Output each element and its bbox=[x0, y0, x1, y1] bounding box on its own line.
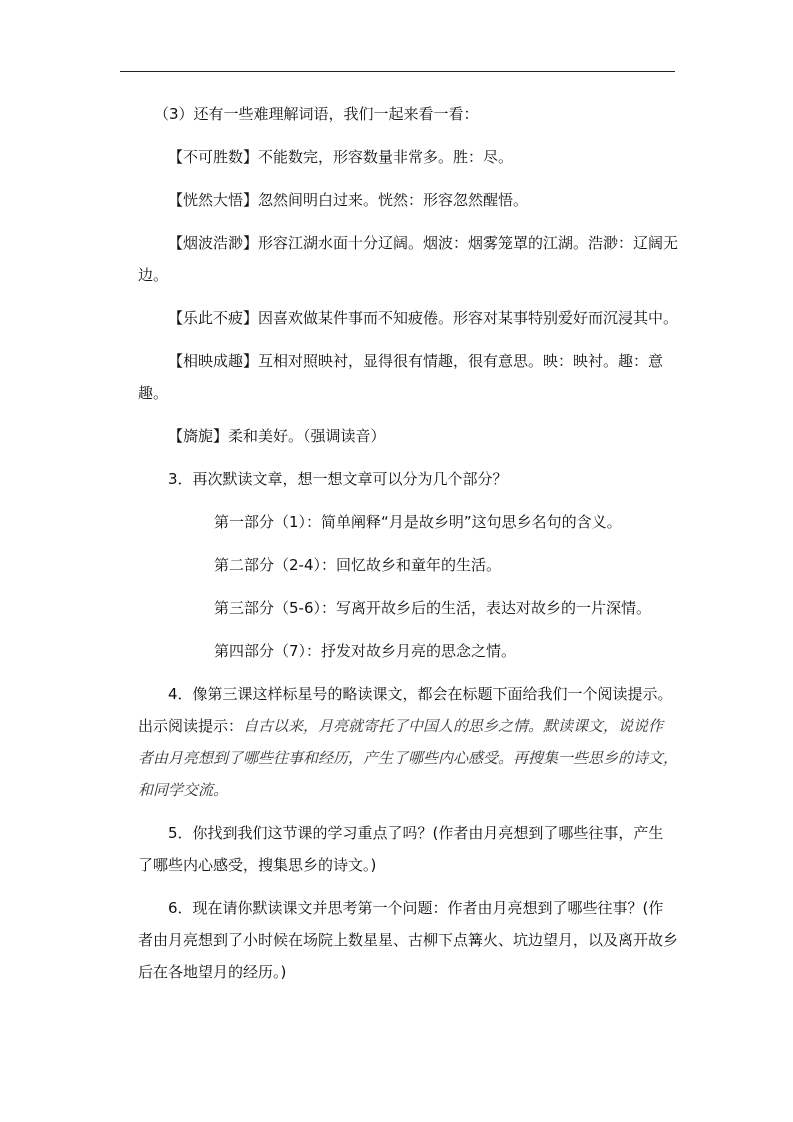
part-two: 第二部分（2-4）：回忆故乡和童年的生活。 bbox=[214, 556, 502, 574]
header-rule bbox=[120, 71, 675, 72]
step-3: 3．再次默读文章，想一想文章可以分为几个部分？ bbox=[168, 470, 508, 488]
vocab-term-huangran-dawu: 【恍然大悟】忽然间明白过来。恍然：形容忽然醒悟。 bbox=[168, 191, 529, 209]
vocab-term-yanbo-haomiao: 【烟波浩渺】形容江湖水面十分辽阔。烟波：烟雾笼罩的江湖。浩渺：辽阔无边。 bbox=[138, 234, 679, 284]
part-three: 第三部分（5-6）：写离开故乡后的生活，表达对故乡的一片深情。 bbox=[214, 599, 652, 617]
reading-tip-quote: 自古以来，月亮就寄托了中国人的思乡之情。默读课文，说说作者由月亮想到了哪些往事和经历，产生了哪些内心感受。再搜集一些思乡的诗文，和同学交流。 bbox=[138, 717, 679, 799]
vocab-term-xiangying-chengqu: 【相映成趣】互相对照映衬，显得很有情趣，很有意思。映：映衬。趣：意趣。 bbox=[138, 352, 664, 402]
vocab-term-buke-shengshu: 【不可胜数】不能数完，形容数量非常多。胜：尽。 bbox=[168, 148, 514, 166]
vocab-intro: （3）还有一些难理解词语，我们一起来看一看： bbox=[154, 105, 479, 123]
vocab-term-leci-bupi: 【乐此不疲】因喜欢做某件事而不知疲倦。形容对某事特别爱好而沉浸其中。 bbox=[168, 309, 679, 327]
vocab-term-yini: 【旖旎】柔和美好。（强调读音） bbox=[168, 427, 386, 445]
document-body bbox=[138, 98, 678, 988]
step-6: 6．现在请你默读课文并思考第一个问题：作者由月亮想到了哪些往事？(作者由月亮想到了小时候在场院上数星星、古柳下点篝火、坑边望月，以及离开故乡后在各地望月的经历。) bbox=[138, 899, 679, 981]
step-4-lead: 4．像第三课这样标星号的略读课文，都会在标题下面给我们一个阅读提示。出示阅读提示： bbox=[138, 685, 673, 735]
part-one: 第一部分（1）：简单阐释“月是故乡明”这句思乡名句的含义。 bbox=[214, 513, 622, 531]
step-4 bbox=[138, 678, 678, 806]
part-four: 第四部分（7）：抒发对故乡月亮的思念之情。 bbox=[214, 642, 517, 660]
step-5: 5．你找到我们这节课的学习重点了吗？(作者由月亮想到了哪些往事，产生了哪些内心感受，搜集思乡的诗文。) bbox=[138, 824, 664, 874]
